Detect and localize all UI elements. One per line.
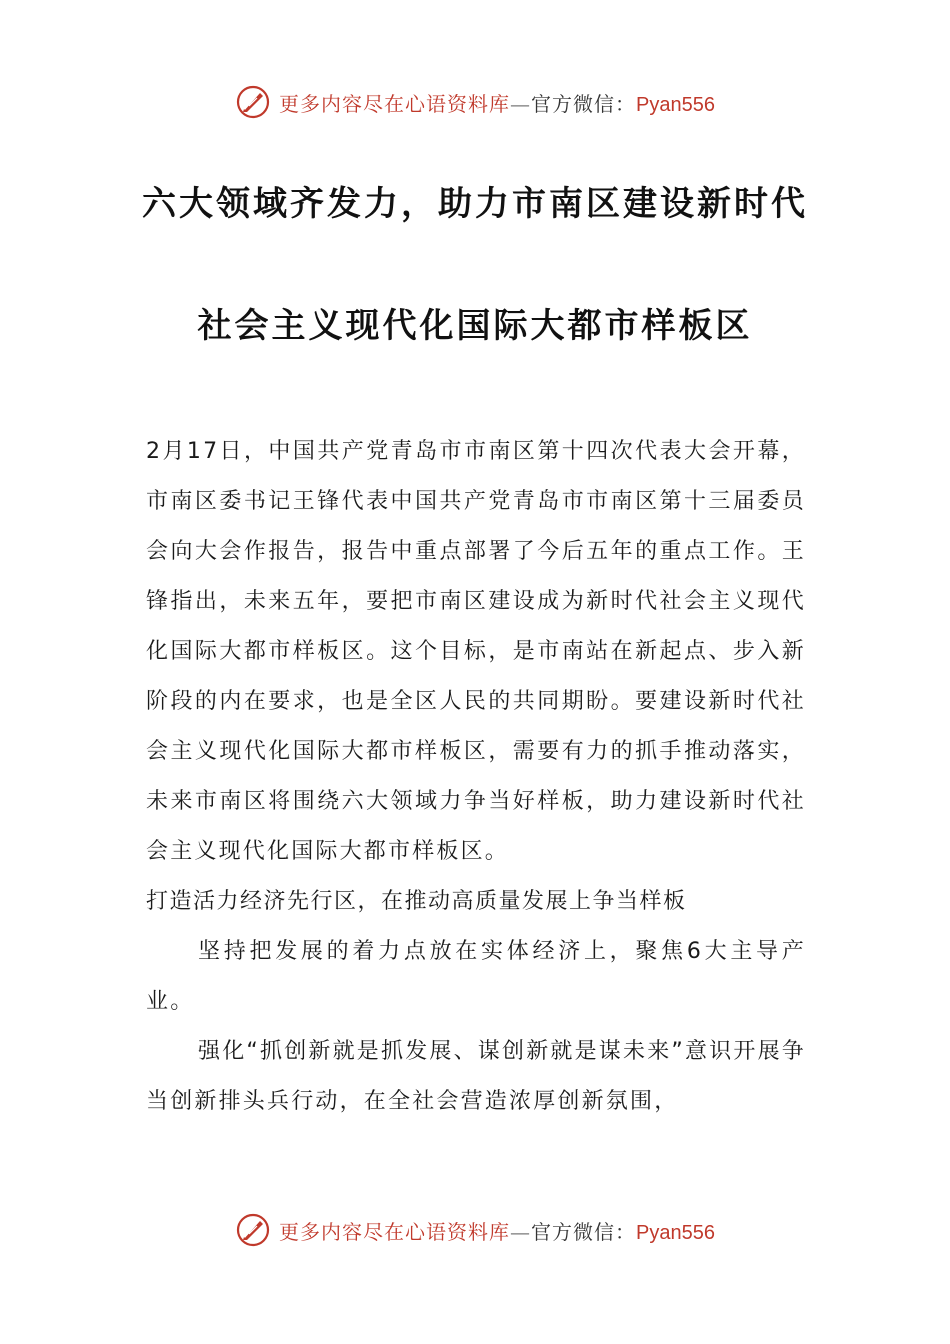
footer-banner (0, 1210, 950, 1250)
section-heading: 打造活力经济先行区，在推动高质量发展上争当样板 (146, 889, 687, 914)
banner-wechat-label: 官方微信： (531, 91, 637, 116)
paragraph-industry: 坚持把发展的着力点放在实体经济上，聚焦6大主导产业。 (146, 939, 806, 1014)
paragraph-innovation: 强化“抓创新就是抓发展、谋创新就是谋未来”意识开展争当创新排头兵行动，在全社会营造浓厚创新氛围， (146, 1039, 806, 1114)
banner-brand: 更多内容尽在心语资料库 (279, 91, 511, 116)
banner-brand: 更多内容尽在心语资料库 (279, 1219, 511, 1244)
document-body (146, 427, 806, 1127)
banner-wechat-id: Pyan556 (636, 1221, 715, 1244)
quill-seal-icon (235, 1212, 271, 1248)
banner-text (279, 1216, 715, 1245)
banner-wechat-id: Pyan556 (636, 93, 715, 116)
paragraph-intro: 2月17日，中国共产党青岛市市南区第十四次代表大会开幕，市南区委书记王锋代表中国共产党青岛市市南区第十三届委员会向大会作报告，报告中重点部署了今后五年的重点工作。王锋指出，未来五年，要把市南区建设成为新时代社会主义现代化国际大都市样板区。这个目标，是市南站在新起点、步入新阶段的内在要求，也是全区人民的共同期盼。要建设新时代社会主义现代化国际大都市样板区，需要有力的抓手推动落实，未来市南区将围绕六大领域力争当好样板，助力建设新时代社会主义现代化国际大都市样板区。 (146, 439, 806, 864)
banner-separator: — (510, 91, 532, 116)
quill-seal-icon (235, 84, 271, 120)
banner-text (279, 88, 715, 117)
banner-separator: — (510, 1219, 532, 1244)
document-title-line2: 社会主义现代化国际大都市样板区 (197, 306, 753, 346)
document-title-line1: 六大领域齐发力，助力市南区建设新时代 (142, 184, 808, 224)
banner-wechat-label: 官方微信： (531, 1219, 637, 1244)
header-banner (0, 82, 950, 122)
